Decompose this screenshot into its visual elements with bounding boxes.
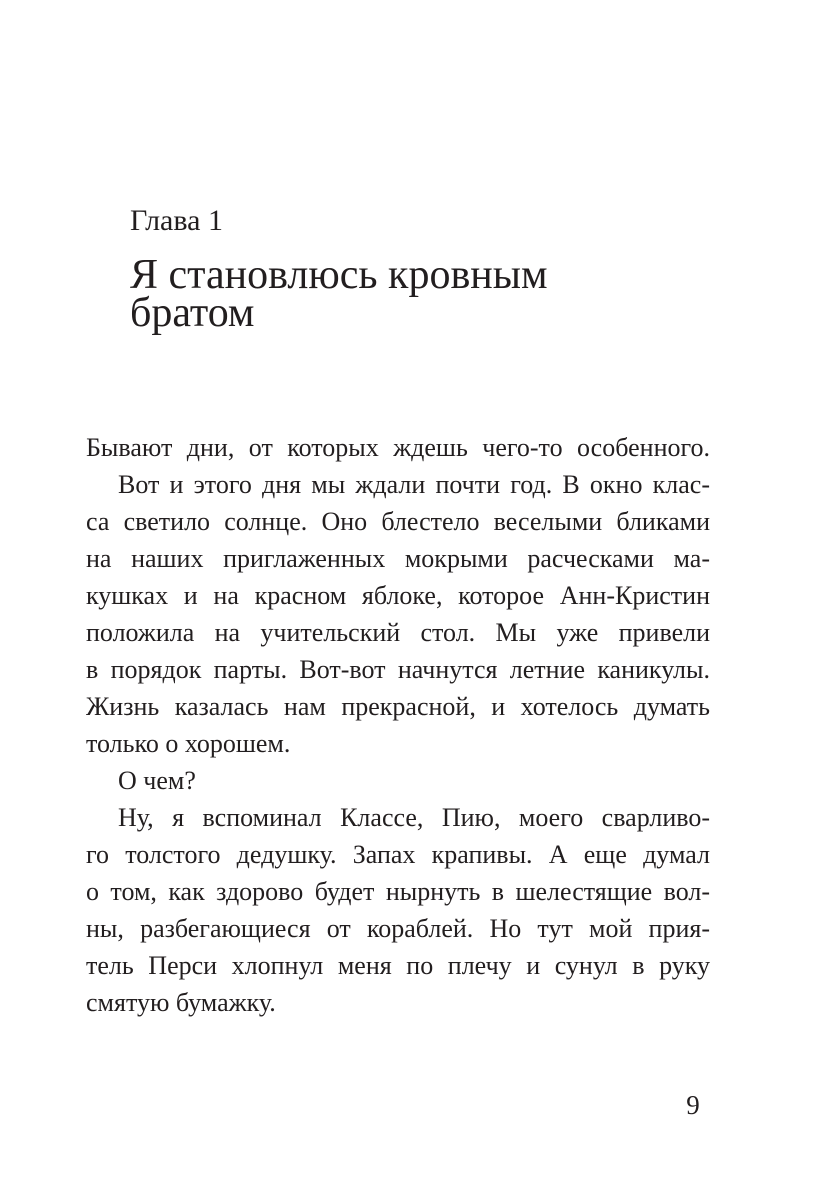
text-line: О чем? <box>118 766 196 795</box>
text-line: Бывают дни, от которых ждешь чего-то особенного. <box>86 433 710 462</box>
text-line: о том, как здорово будет нырнуть в шелестящие вол- <box>86 877 710 906</box>
text-line: тель Перси хлопнул меня по плечу и сунул в руку <box>86 951 710 980</box>
text-line: го толстого дедушку. Запах крапивы. А еще думал <box>86 840 710 869</box>
text-line: Жизнь казалась нам прекрасной, и хотелось думать <box>86 692 710 721</box>
chapter-number: Глава 1 <box>130 204 223 237</box>
text-line: са светило солнце. Оно блестело веселыми бликами <box>86 507 710 536</box>
text-line: только о хорошем. <box>86 729 291 758</box>
chapter-title <box>130 252 720 336</box>
body-text <box>86 429 710 1021</box>
text-line: кушках и на красном яблоке, которое Анн-Кристин <box>86 581 710 610</box>
page-number: 9 <box>686 1090 700 1120</box>
chapter-title-line: Я становлюсь кровным <box>130 252 548 298</box>
text-line: Ну, я вспоминал Классе, Пию, моего сварливо- <box>118 803 710 832</box>
text-line: смятую бумажку. <box>86 988 276 1017</box>
text-line: положила на учительский стол. Мы уже привели <box>86 618 710 647</box>
text-line: ны, разбегающиеся от кораблей. Но тут мой прия- <box>86 914 710 943</box>
chapter-title-line: братом <box>130 290 255 336</box>
text-line: Вот и этого дня мы ждали почти год. В окно клас- <box>118 470 710 499</box>
text-line: в порядок парты. Вот-вот начнутся летние каникулы. <box>86 655 710 684</box>
text-line: на наших приглаженных мокрыми расческами ма- <box>86 544 710 573</box>
chapter-heading <box>130 204 720 336</box>
